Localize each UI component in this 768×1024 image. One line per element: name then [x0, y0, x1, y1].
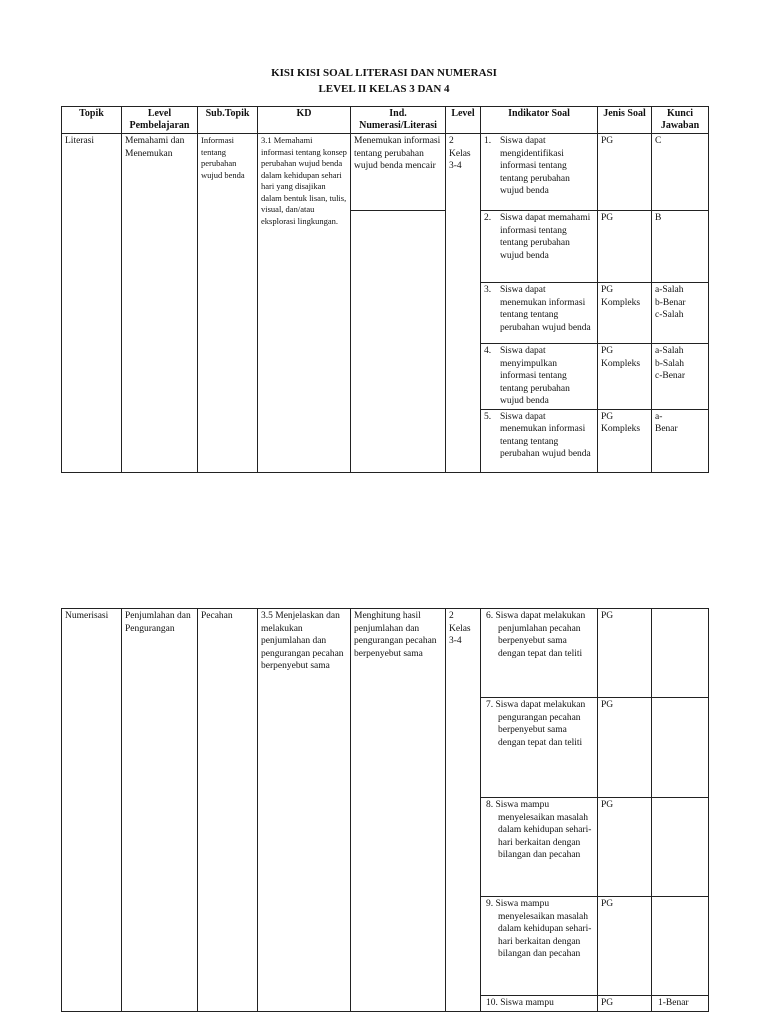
header-ind: Ind. Numerasi/Literasi — [351, 107, 446, 134]
cell-kd: 3.5 Menjelaskan dan melakukan penjumlahan dan pengurangan pecahan berpenyebut sama — [258, 609, 351, 1012]
cell-level-pembelajaran: Memahami dan Menemukan — [122, 134, 198, 473]
cell-kunci: a-Salah b-Salah c-Benar — [652, 344, 709, 410]
cell-topik: Numerisasi — [62, 609, 122, 1012]
row-number: 4. — [484, 346, 492, 356]
cell-jenis: PG — [598, 996, 652, 1012]
cell-level: 2 Kelas 3-4 — [446, 134, 481, 473]
document-title: KISI KISI SOAL LITERASI DAN NUMERASI — [271, 67, 497, 79]
indikator-text: Siswa mampu — [500, 998, 554, 1008]
cell-indikator — [481, 134, 598, 211]
cell-jenis: PG — [598, 211, 652, 283]
row-number: 9. — [486, 899, 494, 909]
cell-jenis: PG Kompleks — [598, 409, 652, 472]
header-level: Level — [446, 107, 481, 134]
header-indikator-soal: Indikator Soal — [481, 107, 598, 134]
header-kd: KD — [258, 107, 351, 134]
indikator-text: Siswa mampu menyelesaikan masalah dalam kehidupan sehari-hari berkaitan dengan bilangan dan pecahan — [495, 899, 592, 959]
document-subtitle: LEVEL II KELAS 3 DAN 4 — [318, 83, 450, 95]
indikator-text: Siswa dapat menemukan informasi tentang tentang perubahan wujud benda — [500, 411, 591, 459]
cell-level-pembelajaran: Penjumlahan dan Pengurangan — [122, 609, 198, 1012]
cell-kunci — [652, 798, 709, 897]
table-row — [62, 134, 709, 211]
cell-jenis: PG Kompleks — [598, 344, 652, 410]
cell-kunci: C — [652, 134, 709, 211]
cell-topik: Literasi — [62, 134, 122, 473]
indikator-text: Siswa dapat mengidentifikasi informasi tentang tentang perubahan wujud benda — [500, 136, 570, 196]
cell-jenis: PG — [598, 134, 652, 211]
cell-indikator — [481, 798, 598, 897]
cell-sub-topik: Pecahan — [198, 609, 258, 1012]
indikator-text: Siswa dapat melakukan pengurangan pecahan berpenyebut sama dengan tepat dan teliti — [495, 700, 586, 748]
header-row — [62, 107, 709, 134]
cell-jenis: PG — [598, 698, 652, 798]
cell-ind: Menghitung hasil penjumlahan dan pengurangan pecahan berpenyebut sama — [351, 609, 446, 1012]
row-number: 5. — [484, 411, 492, 422]
header-topik: Topik — [62, 107, 122, 134]
cell-sub-topik: Informasi tentang perubahan wujud benda — [198, 134, 258, 473]
cell-kunci: a-Salah b-Benar c-Salah — [652, 283, 709, 344]
row-number: 6. — [486, 611, 494, 621]
indikator-text: Siswa mampu menyelesaikan masalah dalam kehidupan sehari-hari berkaitan dengan bilangan dan pecahan — [495, 800, 592, 860]
cell-indikator — [481, 609, 598, 698]
cell-indikator — [481, 409, 598, 472]
cell-indikator — [481, 996, 598, 1012]
indikator-text: Siswa dapat melakukan penjumlahan pecahan berpenyebut sama dengan tepat dan teliti — [495, 611, 586, 659]
indikator-text: Siswa dapat menemukan informasi tentang tentang perubahan wujud benda — [500, 285, 591, 333]
numerasi-table — [61, 608, 709, 1012]
table-row — [62, 609, 709, 698]
cell-indikator — [481, 698, 598, 798]
indikator-text: Siswa dapat memahami informasi tentang tentang perubahan wujud benda — [500, 213, 591, 261]
cell-kd: 3.1 Memahami informasi tentang konsep perubahan wujud benda dalam kehidupan sehari hari yang disajikan dalam bentuk lisan, tulis, visual, dan/atau eksplorasi lingkungan. — [258, 134, 351, 473]
cell-kunci — [652, 609, 709, 698]
row-number: 2. — [484, 213, 492, 223]
cell-jenis: PG — [598, 798, 652, 897]
row-number: 3. — [484, 285, 492, 295]
cell-indikator — [481, 211, 598, 283]
cell-kunci — [652, 698, 709, 798]
cell-kunci: B — [652, 211, 709, 283]
row-number: 7. — [486, 700, 494, 710]
cell-jenis: PG — [598, 897, 652, 996]
cell-kunci: a- Benar — [652, 409, 709, 472]
cell-level: 2 Kelas 3-4 — [446, 609, 481, 1012]
row-number: 10. — [486, 998, 498, 1008]
header-kunci-jawaban: Kunci Jawaban — [652, 107, 709, 134]
row-number: 1. — [484, 136, 492, 146]
cell-indikator — [481, 344, 598, 410]
row-number: 8. — [486, 800, 494, 810]
cell-jenis: PG — [598, 609, 652, 698]
cell-jenis: PG Kompleks — [598, 283, 652, 344]
cell-kunci: 1-Benar — [652, 996, 709, 1012]
cell-ind: Menemukan informasi tentang perubahan wujud benda mencair — [351, 134, 446, 211]
header-level-pembelajaran: Level Pembelajaran — [122, 107, 198, 134]
indikator-text: Siswa dapat menyimpulkan informasi tentang tentang perubahan wujud benda — [500, 346, 570, 406]
cell-indikator — [481, 897, 598, 996]
literasi-table — [61, 106, 709, 473]
header-sub-topik: Sub.Topik — [198, 107, 258, 134]
cell-kunci — [652, 897, 709, 996]
cell-indikator — [481, 283, 598, 344]
cell-ind-empty — [351, 211, 446, 473]
header-jenis-soal: Jenis Soal — [598, 107, 652, 134]
